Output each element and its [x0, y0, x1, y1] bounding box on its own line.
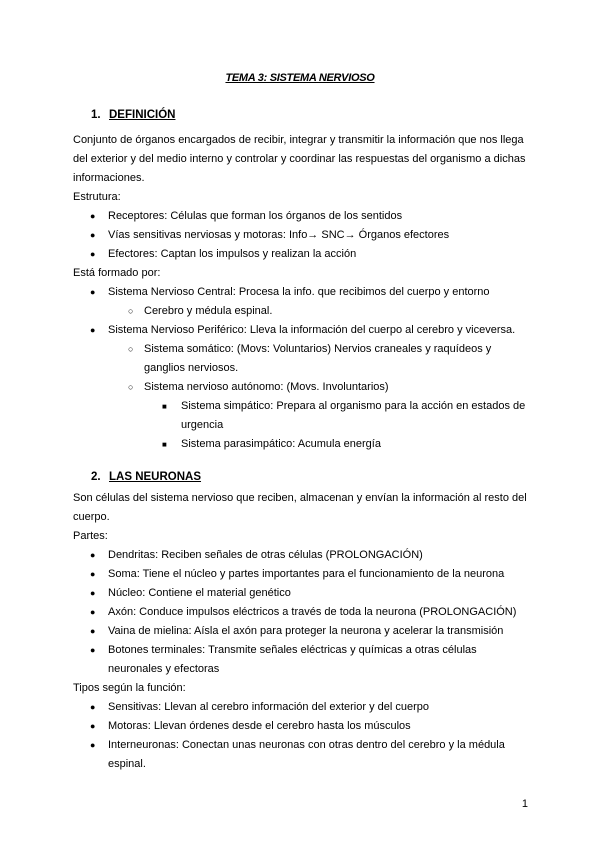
neuronas-paragraph: Son células del sistema nervioso que reciben, almacenan y envían la información al resto del cuerpo. — [73, 492, 527, 523]
estructura-list — [73, 207, 533, 264]
bullet-disc-icon: ● — [90, 325, 96, 335]
list-item: ● Soma: Tiene el núcleo y partes importantes para el funcionamiento de la neurona — [73, 565, 533, 584]
bullet-disc-icon: ● — [90, 645, 96, 655]
section-title: LAS NEURONAS — [109, 471, 202, 483]
list-item-snc: ● Sistema Nervioso Central: Procesa la info. que recibimos del cuerpo y entorno — [73, 283, 533, 302]
list-item: ● Motoras: Llevan órdenes desde el cerebro hasta los músculos — [73, 717, 533, 736]
list-item: ● Axón: Conduce impulsos eléctricos a través de toda la neurona (PROLONGACIÓN) — [73, 603, 533, 622]
bullet-disc-icon: ● — [90, 588, 96, 598]
page-number: 1 — [521, 798, 528, 810]
section-heading-definicion — [91, 106, 533, 125]
bullet-square-icon: ■ — [162, 440, 167, 449]
section-number: 2. — [91, 471, 101, 483]
tipos-label: Tipos según la función: — [73, 682, 186, 694]
section-number: 1. — [91, 109, 101, 121]
bullet-circle-icon: ○ — [128, 306, 134, 316]
list-item: ● Interneuronas: Conectan unas neuronas con otras dentro del cerebro y la médula espinal. — [73, 736, 533, 774]
bullet-disc-icon: ● — [90, 607, 96, 617]
bullet-disc-icon: ● — [90, 230, 96, 240]
list-item-snc-sub: ○ Cerebro y médula espinal. — [73, 302, 533, 321]
bullet-disc-icon: ● — [90, 287, 96, 297]
bullet-disc-icon: ● — [90, 740, 96, 750]
bullet-square-icon: ■ — [162, 402, 167, 411]
formado-label: Está formado por: — [73, 267, 161, 279]
bullet-circle-icon: ○ — [128, 382, 134, 392]
list-item: ● Núcleo: Contiene el material genético — [73, 584, 533, 603]
list-item-somatico: ○ Sistema somático: (Movs: Voluntarios) Nervios craneales y raquídeos y ganglios nerviosos. — [73, 340, 533, 378]
list-item-parasimpatico: ■ Sistema parasimpático: Acumula energía — [73, 435, 533, 454]
bullet-disc-icon: ● — [90, 211, 96, 221]
partes-label: Partes: — [73, 530, 108, 542]
bullet-disc-icon: ● — [90, 626, 96, 636]
bullet-disc-icon: ● — [90, 721, 96, 731]
list-item: ● Vías sensitivas nerviosas y motoras: Info→ SNC→ Órganos efectores — [73, 226, 533, 245]
bullet-disc-icon: ● — [90, 249, 96, 259]
section-title: DEFINICIÓN — [109, 109, 176, 121]
definition-paragraph: Conjunto de órganos encargados de recibir, integrar y transmitir la información que nos llega del exterior y del medio interno y controlar y coordinar las respuestas del organismo a dichas informaciones. — [73, 134, 526, 184]
formado-list — [73, 283, 533, 454]
list-item-snp: ● Sistema Nervioso Periférico: Lleva la información del cuerpo al cerebro y viceversa. — [73, 321, 533, 340]
document-title: TEMA 3: SISTEMA NERVIOSO — [225, 72, 375, 84]
list-item-autonomo: ○ Sistema nervioso autónomo: (Movs. Involuntarios) — [73, 378, 533, 397]
estructura-label: Estrutura: — [73, 191, 121, 203]
list-item: ● Receptores: Células que forman los órganos de los sentidos — [73, 207, 533, 226]
tipos-list — [73, 698, 533, 774]
list-item: ● Dendritas: Reciben señales de otras células (PROLONGACIÓN) — [73, 546, 533, 565]
list-item: ● Sensitivas: Llevan al cerebro información del exterior y del cuerpo — [73, 698, 533, 717]
list-item: ● Vaina de mielina: Aísla el axón para proteger la neurona y acelerar la transmisión — [73, 622, 533, 641]
bullet-disc-icon: ● — [90, 550, 96, 560]
bullet-circle-icon: ○ — [128, 344, 134, 354]
list-item-simpatico: ■ Sistema simpático: Prepara al organismo para la acción en estados de urgencia — [73, 397, 533, 435]
partes-list — [73, 546, 533, 679]
list-item: ● Efectores: Captan los impulsos y realizan la acción — [73, 245, 533, 264]
document-body — [73, 106, 533, 774]
bullet-disc-icon: ● — [90, 569, 96, 579]
section-heading-neuronas — [91, 468, 533, 487]
bullet-disc-icon: ● — [90, 702, 96, 712]
list-item: ● Botones terminales: Transmite señales eléctricas y químicas a otras células neuronales y efectoras — [73, 641, 533, 679]
